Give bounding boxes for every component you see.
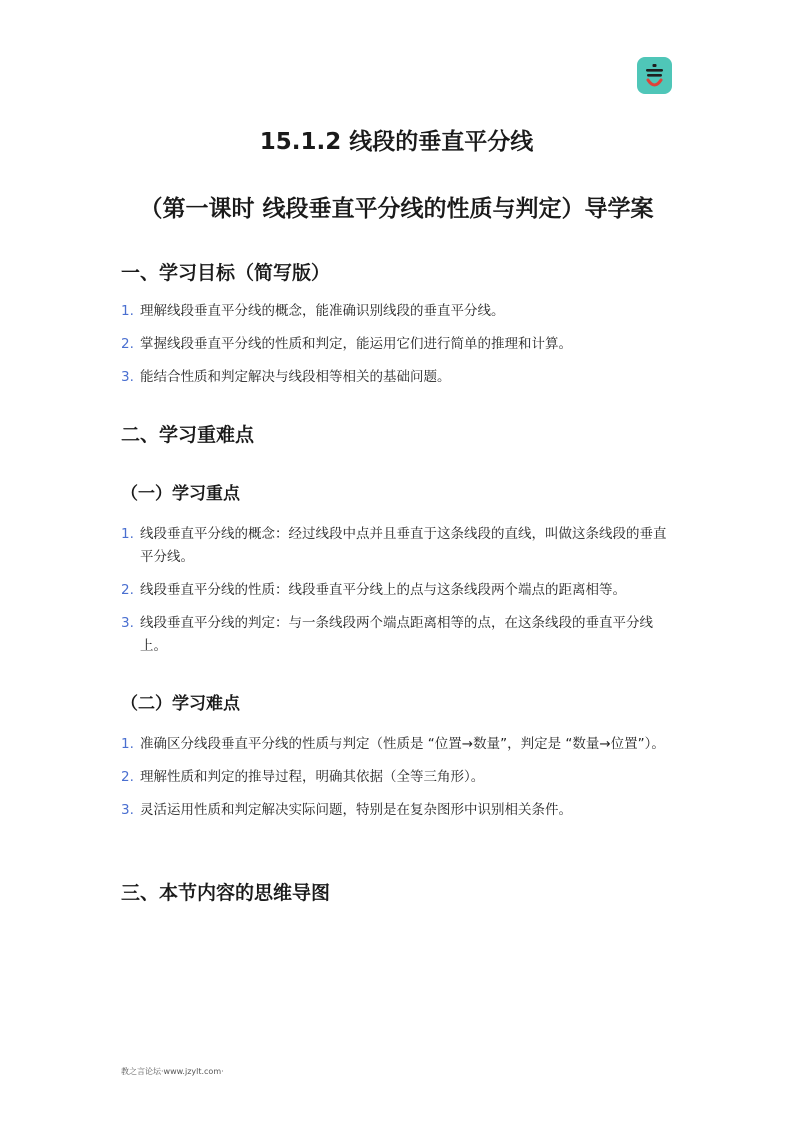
- list-item: [121, 612, 676, 658]
- list-item: [121, 523, 676, 569]
- list-number: 3.: [121, 802, 134, 818]
- section-heading-objectives: 一、学习目标（简写版）: [121, 262, 331, 284]
- logo-glyph: [637, 57, 672, 94]
- difficulty-list: [121, 733, 676, 832]
- list-item: [121, 300, 676, 323]
- document-title: 15.1.2 线段的垂直平分线: [259, 129, 534, 155]
- list-number: 1.: [121, 526, 134, 542]
- list-number: 3.: [121, 615, 134, 631]
- list-item: [121, 579, 676, 602]
- list-text: 线段垂直平分线的判定：与一条线段两个端点距离相等的点，在这条线段的垂直平分线上。: [140, 615, 653, 654]
- document-subtitle: （第一课时 线段垂直平分线的性质与判定）导学案: [139, 196, 654, 222]
- subsection-heading-focus: （一）学习重点: [121, 484, 240, 504]
- list-number: 3.: [121, 369, 134, 385]
- list-number: 2.: [121, 336, 134, 352]
- focus-list: [121, 523, 676, 668]
- list-item: [121, 366, 676, 389]
- footer-watermark: 教之言论坛·www.jzylt.com·: [121, 1067, 224, 1076]
- list-item: [121, 766, 676, 789]
- list-text: 理解性质和判定的推导过程，明确其依据（全等三角形）。: [140, 769, 485, 785]
- list-item: [121, 733, 676, 756]
- section-heading-key-points: 二、学习重难点: [121, 424, 255, 446]
- list-number: 1.: [121, 303, 134, 319]
- list-text: 灵活运用性质和判定解决实际问题，特别是在复杂图形中识别相关条件。: [140, 802, 572, 818]
- objectives-list: [121, 300, 676, 399]
- list-text: 能结合性质和判定解决与线段相等相关的基础问题。: [140, 369, 451, 385]
- list-text: 掌握线段垂直平分线的性质和判定，能运用它们进行简单的推理和计算。: [140, 336, 572, 352]
- list-text: 线段垂直平分线的概念：经过线段中点并且垂直于这条线段的直线，叫做这条线段的垂直平分线。: [140, 526, 667, 565]
- list-number: 1.: [121, 736, 134, 752]
- list-text: 理解线段垂直平分线的概念，能准确识别线段的垂直平分线。: [140, 303, 505, 319]
- list-text: 准确区分线段垂直平分线的性质与判定（性质是 “位置→数量”，判定是 “数量→位置”）。: [140, 736, 665, 752]
- list-item: [121, 333, 676, 356]
- subsection-heading-difficulty: （二）学习难点: [121, 694, 240, 714]
- list-number: 2.: [121, 769, 134, 785]
- section-heading-mind-map: 三、本节内容的思维导图: [121, 882, 331, 904]
- list-item: [121, 799, 676, 822]
- list-text: 线段垂直平分线的性质：线段垂直平分线上的点与这条线段两个端点的距离相等。: [140, 582, 626, 598]
- jiaozhiyan-logo-icon: [637, 57, 672, 94]
- list-number: 2.: [121, 582, 134, 598]
